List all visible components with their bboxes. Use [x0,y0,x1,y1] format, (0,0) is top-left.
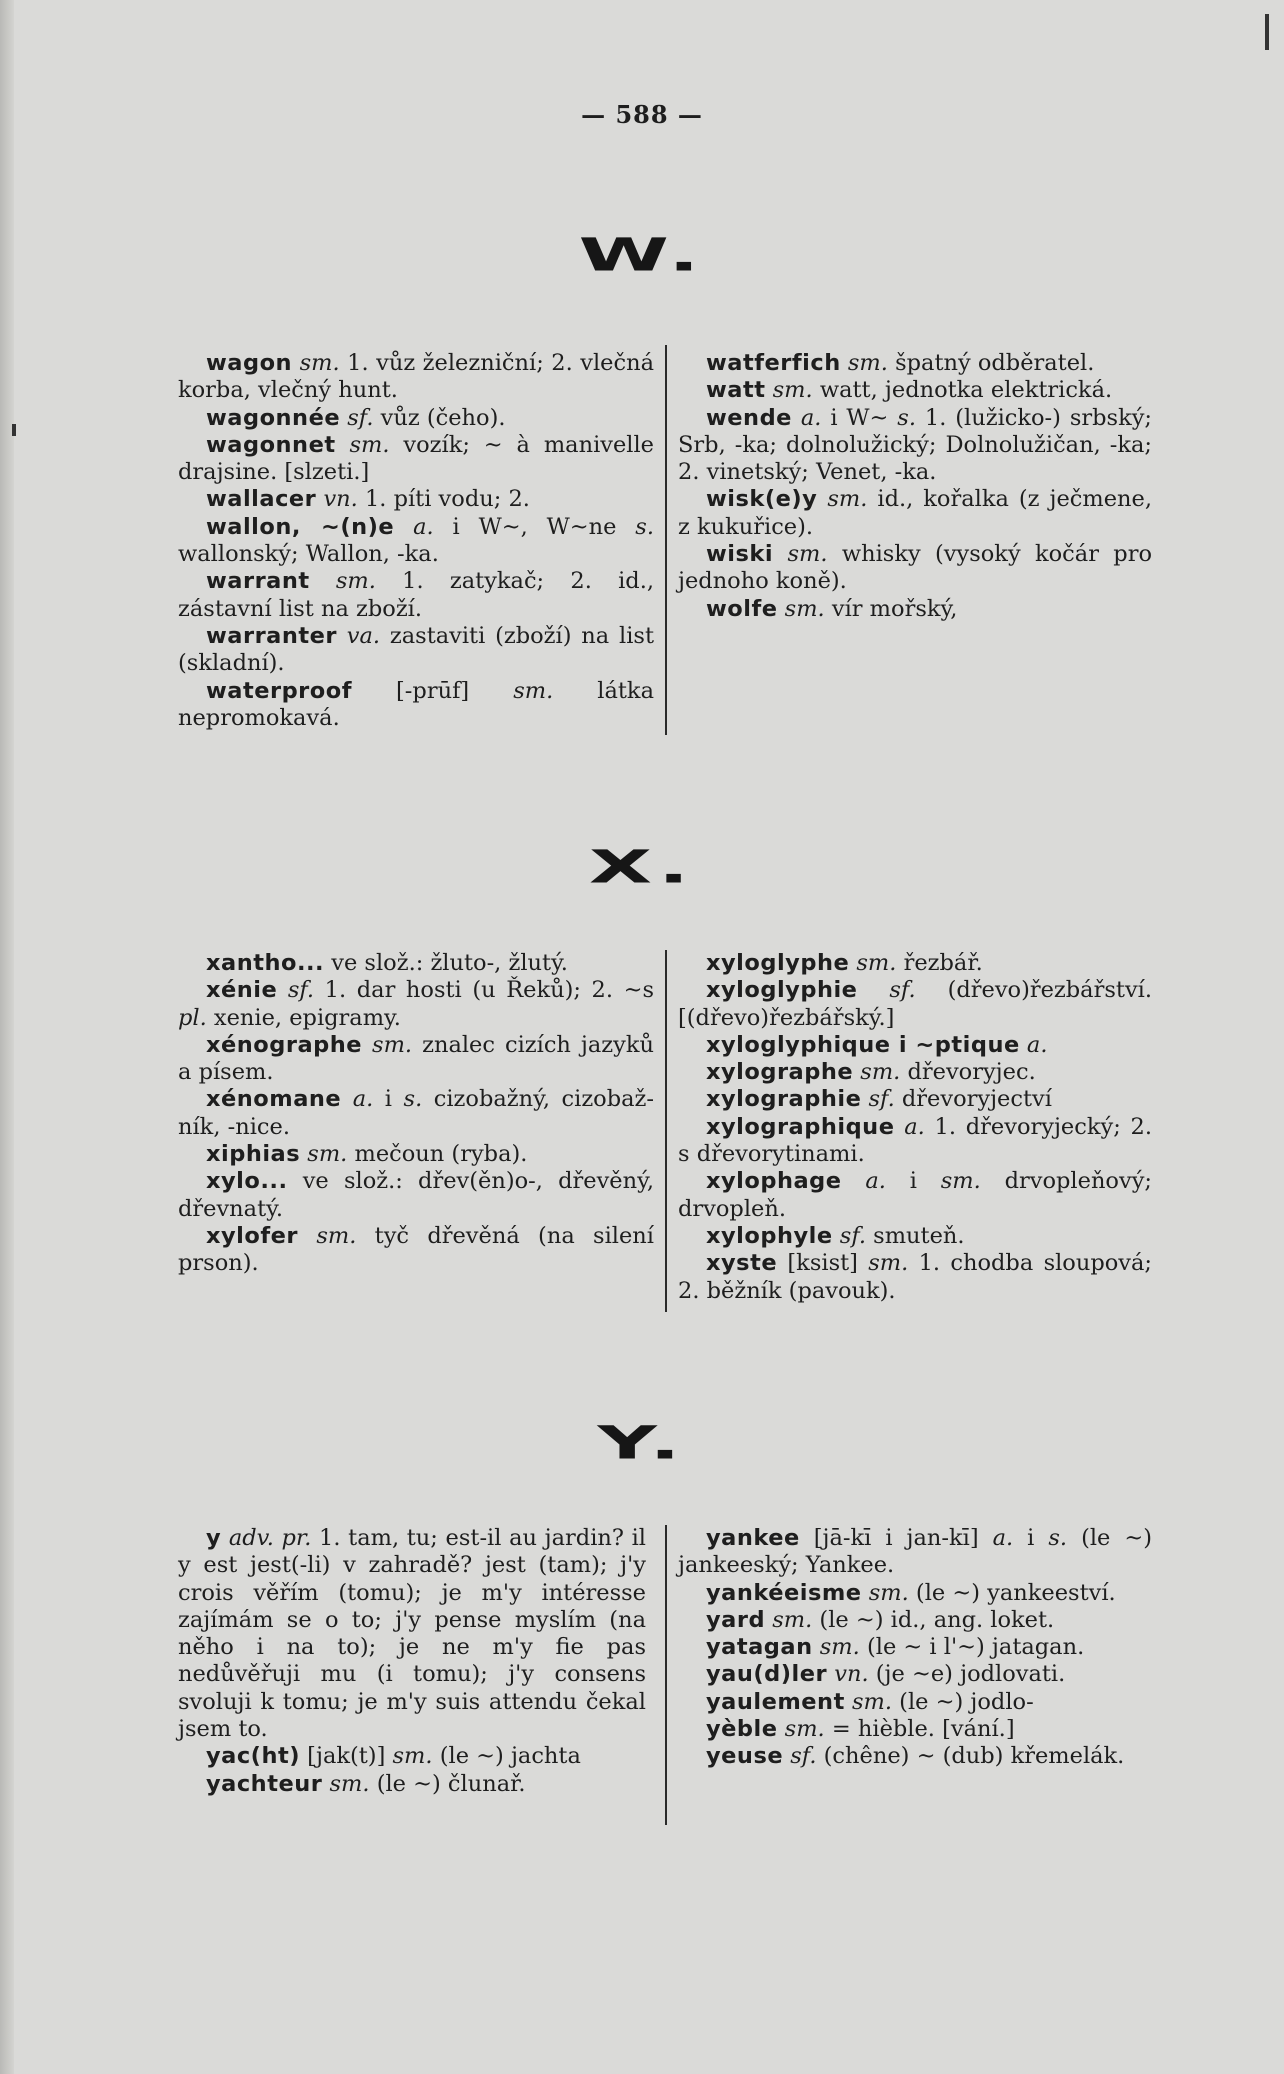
entry-yaulement: yaulement sm. (le ~) jodlo- [706,1688,1034,1715]
entry-watferfich: watferfich sm. špatný odběratel. [706,350,1095,376]
column-right-x [678,950,1152,1305]
entry-xylophage: xylophage a. i sm. drvopleňový; drvopleň. [678,1168,1152,1222]
entry-wiskey: wisk(e)y sm. id., kořalka (z ječmene, z kukuřice). [678,486,1152,540]
entry-xenographe: xénographe sm. znalec cizích jazyků a písem. [178,1031,654,1086]
entry-wagon: wagon sm. 1. vůz železniční; 2. vlečná korba, vlečný hunt. [178,350,654,404]
section-letter-y: Y. [597,1417,687,1470]
column-right-y [678,1525,1152,1771]
column-left-w [178,350,654,732]
entry-wallon: wallon, ~(n)e a. i W~, W~ne s. wallonský; Wallon, -ka. [178,513,654,568]
column-divider-x [665,950,667,1312]
entry-xiphias: xiphias sm. mečoun (ryba). [206,1141,528,1168]
entry-yankee: yankee [jā-kī i jan-kī] a. i s. (le ~) jankeeský; Yankee. [678,1525,1152,1579]
entry-xylophyle: xylophyle sf. smuteň. [706,1222,965,1249]
entry-xylographie: xylographie sf. dřevoryjectví [706,1086,1052,1113]
entry-wende: wende a. i W~ s. 1. (lužicko-) srbský; Srb, -ka; dolnolužický; Dolnolužičan, -ka; 2. vinetský; Venet, -ka. [678,404,1153,486]
entry-waterproof: waterproof [-prūf] sm. látka nepromokavá. [178,677,654,731]
entry-xantho: xantho... ve slož.: žluto-, žlutý. [206,950,568,976]
entry-xenie: xénie sf. 1. dar hosti (u Řeků); 2. ~s pl. xenie, epigramy. [178,977,654,1031]
entry-yachteur: yachteur sm. (le ~) člunař. [206,1770,526,1797]
scan-mark-left [12,424,16,436]
column-divider-y [665,1525,667,1825]
page-number: — 588 — [581,100,703,129]
entry-yeble: yèble sm. = hièble. [vání.] [706,1716,1015,1743]
section-letter-w: W. [578,229,706,282]
entry-xenomane: xénomane a. i s. cizobažný, cizobaž-ník, -nice. [178,1086,654,1140]
column-divider-w [665,345,667,735]
entry-wiski: wiski sm. whisky (vysoký kočár pro jednoho koně). [678,541,1153,595]
entry-xylographique: xylographique a. 1. dřevoryjecký; 2. s dřevorytinami. [678,1113,1152,1168]
column-right-w [678,350,1152,623]
section-letter-x: X. [588,841,696,894]
entry-xylographe: xylographe sm. dřevoryjec. [706,1059,1036,1086]
entry-yatagan: yatagan sm. (le ~ i l'~) jatagan. [706,1634,1085,1661]
entry-wolfe: wolfe sm. vír mořský, [706,595,958,622]
scan-mark-top-right [1265,14,1269,50]
entry-xylofer: xylofer sm. tyč dřevěná (na silení prson). [178,1222,654,1277]
entry-yard: yard sm. (le ~) id., ang. loket. [706,1606,1055,1633]
entry-yacht: yac(ht) [jak(t)] sm. (le ~) jachta [206,1743,581,1770]
entry-xyloglyphe: xyloglyphe sm. řezbář. [706,950,983,976]
entry-xyloglyphique: xyloglyphique i ~ptique a. [706,1031,1048,1058]
entry-wagonnee: wagonnée sf. vůz (čeho). [206,404,506,431]
entry-yaudler: yau(d)ler vn. (je ~e) jodlovati. [706,1661,1066,1688]
entry-xyste: xyste [ksist] sm. 1. chodba sloupová; 2. běžník (pavouk). [678,1250,1153,1304]
entry-warrant: warrant sm. 1. zatykač; 2. id., zástavní list na zboží. [178,568,654,622]
entry-xyloglyphie: xyloglyphie sf. (dřevo)řezbářství. [(dřevo)řezbářský.] [678,977,1152,1031]
entry-wallacer: wallacer vn. 1. píti vodu; 2. [206,486,530,513]
entry-watt: watt sm. watt, jednotka elektrická. [706,377,1113,404]
column-left-x [178,950,654,1278]
page-binding-edge [0,0,14,2074]
entry-warranter: warranter va. zastaviti (zboží) na list (skladní). [178,622,654,677]
entry-y: y adv. pr. 1. tam, tu; est-il au jardin? il y est jest(-li) v zahradě? jest (tam); j'y crois věřím (tomu); je m'y intéresse zajímám se o to; j'y pense myslím (na něho i na to); je ne m'y fie pas nedůvěřuji mu (i tomu); j'y consens svoluji k tomu; je m'y suis attendu čekal jsem to. [178,1525,647,1743]
entry-xylo: xylo... ve slož.: dřev(ěn)o-, dřevěný, dřevnatý. [178,1168,654,1222]
entry-wagonnet: wagonnet sm. vozík; ~ à manivelle drajsine. [slzeti.] [178,431,654,486]
entry-yeuse: yeuse sf. (chêne) ~ (dub) křemelák. [706,1743,1125,1770]
entry-yankeeisme: yankéeisme sm. (le ~) yankeeství. [706,1579,1116,1606]
column-left-y [178,1525,646,1798]
